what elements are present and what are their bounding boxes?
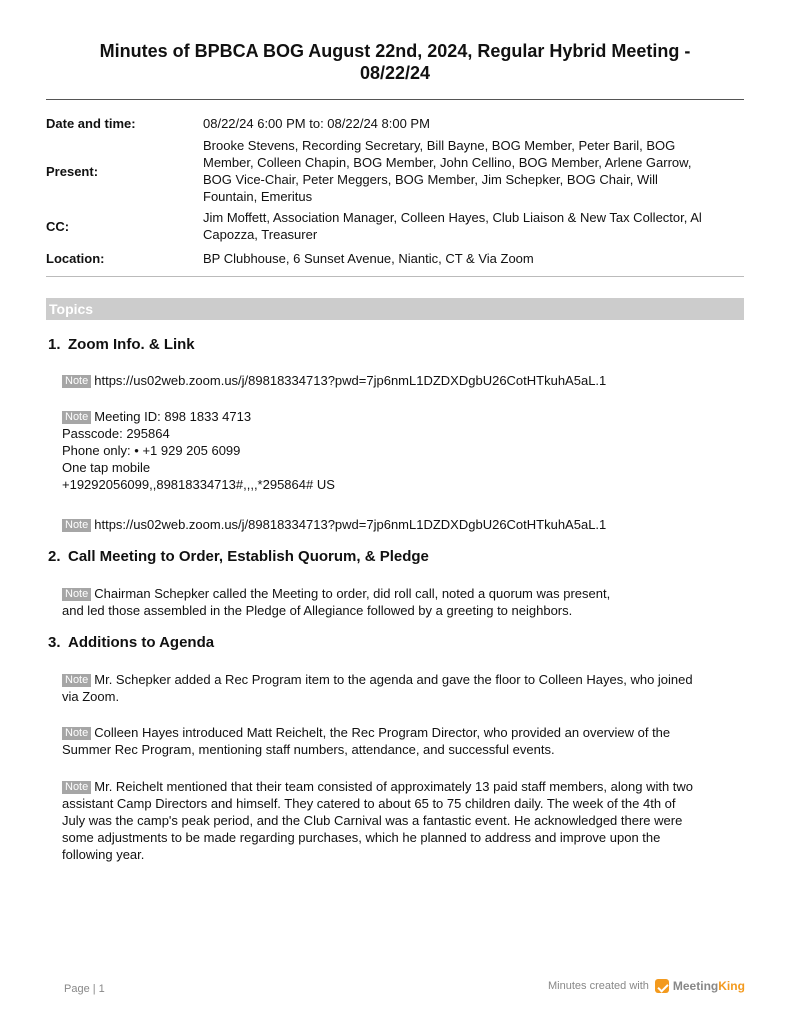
note-tag: Note — [62, 727, 91, 740]
note-tag: Note — [62, 519, 91, 532]
zoom-link[interactable]: https://us02web.zoom.us/j/89818334713?pwd=7jp6nmL1DZDXDgbU26CotHTkuhA5aL.1 — [94, 517, 607, 532]
note-tag: Note — [62, 411, 91, 424]
note-item: Note Colleen Hayes introduced Matt Reichelt, the Rec Program Director, who provided an overview of the Summer Rec Program, mentioning staff numbers, attendance, and successful events. — [62, 725, 671, 757]
note-item: Note Chairman Schepker called the Meeting to order, did roll call, noted a quorum was present, and led those assembled in the Pledge of Allegiance followed by a greeting to neighbors. — [62, 586, 611, 618]
note-tag: Note — [62, 674, 91, 687]
document-title: Minutes of BPBCA BOG August 22nd, 2024, Regular Hybrid Meeting - 08/22/24 — [99, 41, 691, 83]
present-value: Brooke Stevens, Recording Secretary, Bill Bayne, BOG Member, Peter Baril, BOG Member, Colleen Chapin, BOG Member, John Cellino, BOG Member, Arlene Garrow, BOG Vice-Chair, Peter Meggers, BOG Member, Jim Schepker, BOG Chair, Will Fountain, Emeritus — [203, 138, 692, 204]
section-heading: 3. Additions to Agenda — [48, 634, 215, 651]
note-tag: Note — [62, 375, 91, 388]
location-value: BP Clubhouse, 6 Sunset Avenue, Niantic, CT & Via Zoom — [203, 251, 534, 266]
present-label: Present: — [46, 164, 99, 179]
note-item: Note Mr. Schepker added a Rec Program item to the agenda and gave the floor to Colleen Hayes, who joined via Zoom. — [62, 672, 693, 704]
brand-name-part1: Meeting — [672, 979, 719, 993]
note-tag: Note — [62, 588, 91, 601]
zoom-link[interactable]: https://us02web.zoom.us/j/89818334713?pwd=7jp6nmL1DZDXDgbU26CotHTkuhA5aL.1 — [94, 373, 607, 388]
page-number: Page | 1 — [64, 983, 105, 995]
note-tag: Note — [62, 781, 91, 794]
title-divider — [46, 99, 744, 100]
info-divider — [46, 276, 744, 277]
created-with-text: Minutes created with — [548, 980, 649, 992]
date-label: Date and time: — [46, 116, 136, 131]
date-value: 08/22/24 6:00 PM to: 08/22/24 8:00 PM — [203, 116, 430, 131]
meetingking-logo-icon — [655, 979, 669, 993]
location-label: Location: — [46, 251, 105, 266]
note-item — [62, 516, 742, 533]
cc-value: Jim Moffett, Association Manager, Colleen Hayes, Club Liaison & New Tax Collector, Al Capozza, Treasurer — [203, 210, 702, 242]
note-item — [62, 372, 742, 389]
section-heading: 1. Zoom Info. & Link — [48, 336, 195, 353]
note-item: Note Mr. Reichelt mentioned that their team consisted of approximately 13 paid staff members, along with two assistant Camp Directors and himself. They catered to about 65 to 75 children daily. The week of the 4th of July was the camp's peak period, and the Club Carnival was a fantastic event. He acknowledged there were some adjustments to be made regarding purchases, which he planned to address and improve upon the following year. — [62, 779, 694, 862]
brand-name-part2: King — [718, 979, 745, 993]
section-heading: 2. Call Meeting to Order, Establish Quorum, & Pledge — [48, 548, 429, 565]
note-item: Note Meeting ID: 898 1833 4713 Passcode: 295864 Phone only: • +1 929 205 6099 One tap mobile +19292056099,,89818334713#,,,,*295864# US — [62, 409, 335, 492]
footer-branding — [548, 979, 745, 993]
cc-label: CC: — [46, 219, 70, 234]
topics-header: Topics — [46, 298, 744, 320]
